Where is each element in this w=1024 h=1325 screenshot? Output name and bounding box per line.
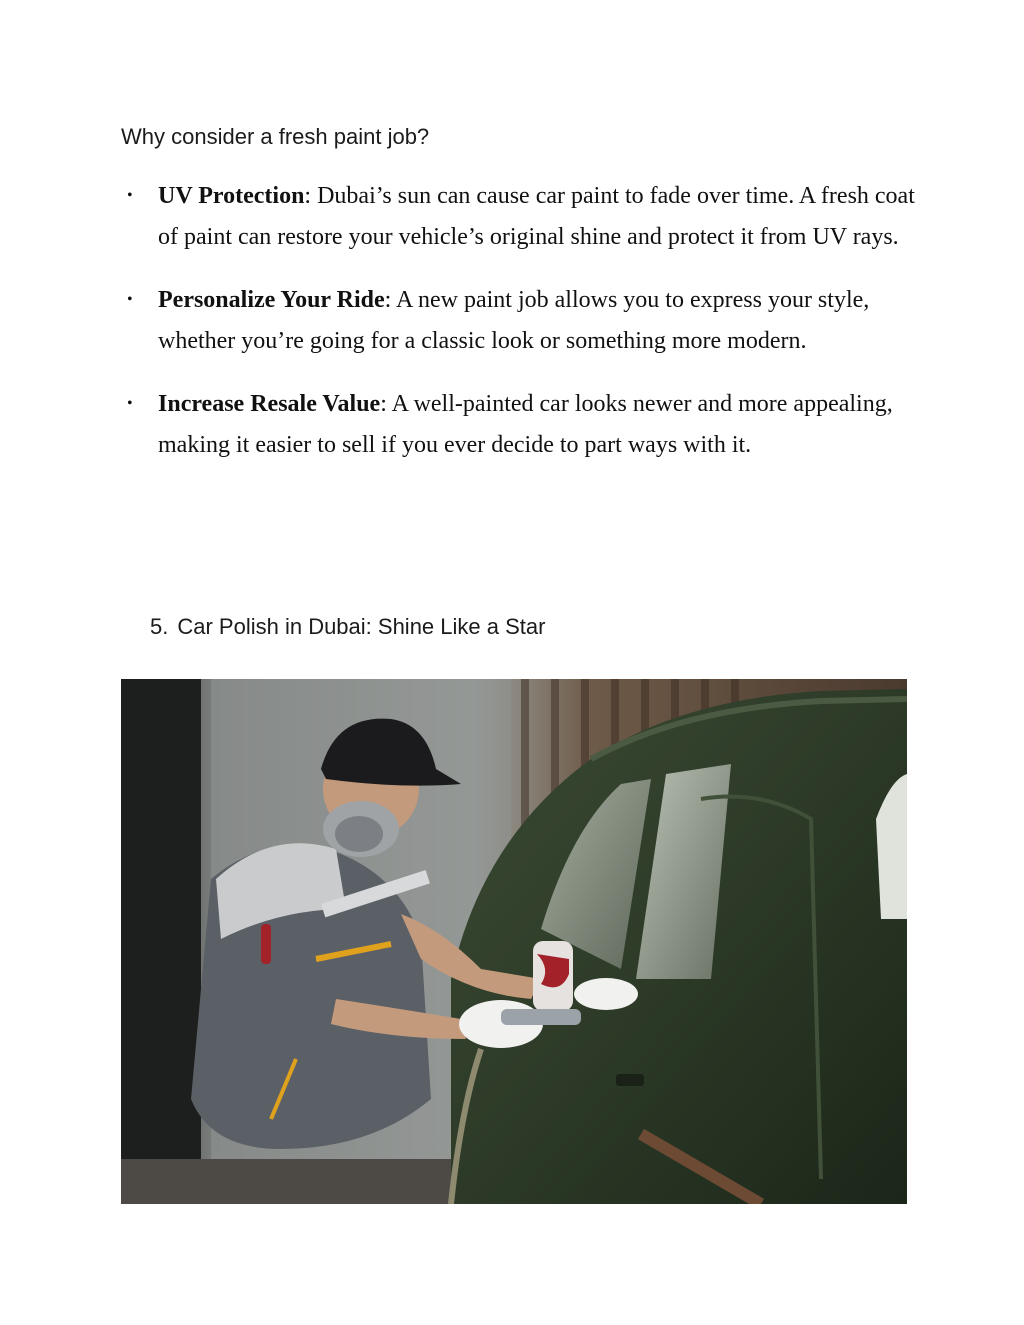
benefit-description: A new paint job allows you to express your style, whether you’re going for a classic look or something more modern. xyxy=(158,287,870,354)
bullet-icon: • xyxy=(127,187,133,204)
section-number: 5. xyxy=(150,614,169,639)
section-heading xyxy=(150,611,545,643)
benefit-term: Personalize Your Ride xyxy=(158,287,385,313)
car-painting-photo xyxy=(121,679,907,1204)
bullet-icon: • xyxy=(127,395,133,412)
benefit-term: Increase Resale Value xyxy=(158,391,381,417)
list-item xyxy=(121,176,921,257)
benefit-separator: : xyxy=(384,287,392,313)
car-door-handle xyxy=(616,1074,644,1086)
spray-gun-body xyxy=(501,1009,581,1025)
benefit-separator: : xyxy=(304,183,312,209)
worker-respirator-filter xyxy=(335,816,383,852)
list-item xyxy=(121,384,921,465)
worker-glove-right xyxy=(574,978,638,1010)
worker-paint-stain xyxy=(261,924,271,964)
benefits-list xyxy=(121,176,921,488)
benefit-term: UV Protection xyxy=(158,183,305,209)
benefit-description: A well-painted car looks newer and more appealing, making it easier to sell if you ever decide to part ways with it. xyxy=(158,391,893,458)
bullet-icon: • xyxy=(127,291,133,308)
section-title: Car Polish in Dubai: Shine Like a Star xyxy=(177,614,546,639)
list-item xyxy=(121,280,921,361)
benefit-description: Dubai’s sun can cause car paint to fade over time. A fresh coat of paint can restore your vehicle’s original shine and protect it from UV rays. xyxy=(158,183,915,250)
dark-doorway xyxy=(121,679,201,1204)
intro-text: Why consider a fresh paint job? xyxy=(121,124,430,149)
benefit-separator: : xyxy=(380,391,387,417)
